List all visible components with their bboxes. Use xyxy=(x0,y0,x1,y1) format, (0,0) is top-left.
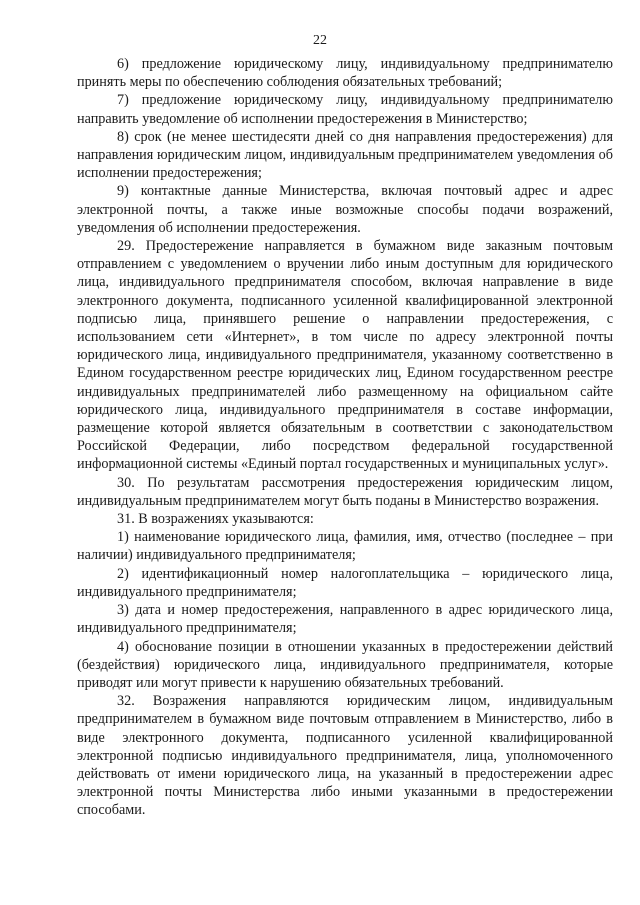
clause-31-item-1: 1) наименование юридического лица, фамилия, имя, отчество (последнее – при наличии) индивидуального предпринимателя; xyxy=(77,529,613,564)
clause-31: 31. В возражениях указываются: xyxy=(117,511,314,528)
page-number: 22 xyxy=(313,33,327,48)
list-item-8: 8) срок (не менее шестидесяти дней со дня направления предостережения) для направления юридическим лицом, индивидуальным предпринимателем уведомления об исполнении предостережения; xyxy=(77,128,613,182)
clause-29: 29. Предостережение направляется в бумажном виде заказным почтовым отправлением с уведомлением о вручении либо иным доступным для юридического лица, индивидуального предпринимателя способом, включая направление в виде электронного документа, подписанного усиленной квалифицированной электронной подписью лица, принявшего решение о направлении предостережения, с использованием сети «Интернет», в том числе по адресу электронной почты юридического лица, индивидуального предпринимателя, указанному соответственно в Едином государственном реестре юридических лиц, Едином государственном реестре индивидуальных предпринимателей либо размещенному на официальном сайте юридического лица, индивидуального предпринимателя в составе информации, размещение которой является обязательным в соответствии с законодательством Российской Федерации, либо посредством федеральной государственной информационной системы «Единый портал государственных и муниципальных услуг». xyxy=(77,238,613,473)
clause-31-item-3: 3) дата и номер предостережения, направленного в адрес юридического лица, индивидуального предпринимателя; xyxy=(77,602,613,637)
clause-30: 30. По результатам рассмотрения предостережения юридическим лицом, индивидуальным предпринимателем могут быть поданы в Министерство возражения. xyxy=(77,474,613,509)
clause-31-item-4: 4) обоснование позиции в отношении указанных в предостережении действий (бездействия) юридического лица, индивидуального предпринимателя, которые приводят или могут привести к нарушению обязательных требований. xyxy=(77,638,613,691)
list-item-7: 7) предложение юридическому лицу, индивидуальному предпринимателю направить уведомление об исполнении предостережения в Министерство; xyxy=(77,92,613,127)
list-item-6: 6) предложение юридическому лицу, индивидуальному предпринимателю принять меры по обеспечению соблюдения обязательных требований; xyxy=(77,56,613,91)
document-body xyxy=(77,55,613,820)
clause-31-item-2: 2) идентификационный номер налогоплательщика – юридического лица, индивидуального предпринимателя; xyxy=(77,565,613,600)
clause-32: 32. Возражения направляются юридическим лицом, индивидуальным предпринимателем в бумажном виде почтовым отправлением в Министерство, либо в виде электронного документа, подписанного усиленной квалифицированной электронной подписью индивидуального предпринимателя, лица, уполномоченного действовать от имени юридического лица, на указанный в предостережении адрес электронной почты Министерства либо иными указанными в предостережении способами. xyxy=(77,693,613,819)
list-item-9: 9) контактные данные Министерства, включая почтовый адрес и адрес электронной почты, а также иные возможные способы подачи возражений, уведомления об исполнении предостережения. xyxy=(77,183,613,236)
